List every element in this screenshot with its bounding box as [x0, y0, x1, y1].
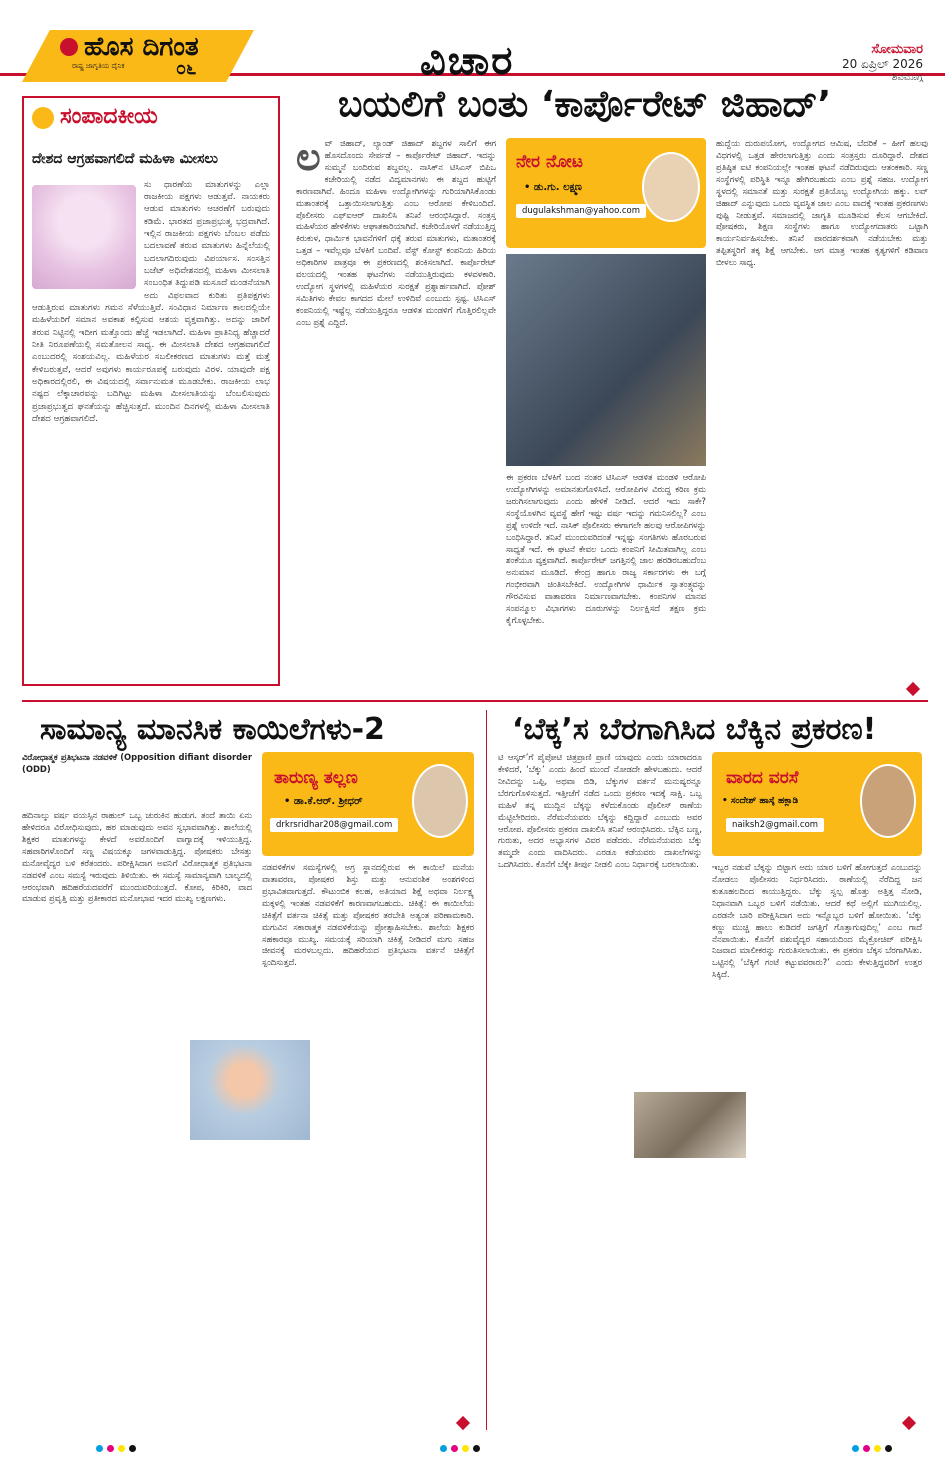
health-author-name: • ಡಾ.ಕೆ.ಆರ್. ಶ್ರೀಧರ್ — [284, 796, 363, 807]
main-article-col1-text: ವ್ ಜಿಹಾದ್, ಲ್ಯಾಂಡ್ ಜಿಹಾದ್ ಶಬ್ದಗಳ ಸಾಲಿಗೆ ಈಗ ಹೊಸದೊಂದು ಸೇರ್ಪಡೆ – ಕಾರ್ಪೊರೇಟ್ ಜಿಹಾದ್. ಇದನ್ನು ಸುಮ್ಮನೆ ಬಂದಿರುವ ಶಬ್ದವಲ್ಲ. ನಾಸಿಕ್‌ನ ಟಿಸಿಎಸ್ ಬಿಪಿಒ ಕಚೇರಿಯಲ್ಲಿ ನಡೆದ ವಿದ್ಯಮಾನಗಳು ಈ ಶಬ್ದದ ಹುಟ್ಟಿಗೆ ಕಾರಣವಾಗಿವೆ. ಹಿಂದೂ ಮಹಿಳಾ ಉದ್ಯೋಗಿಗಳನ್ನು ಗುರಿಯಾಗಿಸಿಕೊಂಡು ಮತಾಂತರಕ್ಕೆ ಒತ್ತಾಯಿಸಲಾಗುತ್ತಿತ್ತು ಎಂಬ ಆರೋಪ ಕೇಳಿಬಂದಿದೆ. ಪೊಲೀಸರು ಎಫ್‌ಐಆರ್ ದಾಖಲಿಸಿ ತನಿಖೆ ಆರಂಭಿಸಿದ್ದಾರೆ. ಸಂತ್ರಸ್ತ ಮಹಿಳೆಯರ ಹೇಳಿಕೆಗಳು ಆಘಾತಕಾರಿಯಾಗಿವೆ. ಕಚೇರಿಯೊಳಗೆ ನಡೆಯುತ್ತಿದ್ದ ಕಿರುಕುಳ, ಧಾರ್ಮಿಕ ಭಾವನೆಗಳಿಗೆ ಧಕ್ಕೆ ತರುವ ಮಾತುಗಳು, ಮತಾಂತರಕ್ಕೆ ಒತ್ತಡ – ಇವೆಲ್ಲವೂ ಬೆಳಕಿಗೆ ಬಂದಿವೆ. ವೆಸ್ಟ್ ಕೋಸ್ಟ್ ಕಂಪನಿಯ ಹಿರಿಯ ಅಧಿಕಾರಿಗಳ ಪಾತ್ರವೂ ಈ ಪ್ರಕರಣದಲ್ಲಿ ಶಂಕಿಸಲಾಗಿದೆ. ಕಾರ್ಪೊರೇಟ್ ವಲಯದಲ್ಲಿ ಇಂತಹ ಘಟನೆಗಳು ನಡೆಯುತ್ತಿರುವುದು ಕಳವಳಕಾರಿ. ಉದ್ಯೋಗ ಸ್ಥಳಗಳಲ್ಲಿ ಮಹಿಳೆಯರ ಸುರಕ್ಷತೆ ಪ್ರಶ್ನಾರ್ಹವಾಗಿದೆ. ಪೋಶ್ ಸಮಿತಿಗಳು ಕೇವಲ ಕಾಗದದ ಮೇಲೆ ಉಳಿದಿವೆ ಎಂಬುದು ಸ್ಪಷ್ಟ. ಟಿಸಿಎಸ್ ಕಂಪನಿಯಲ್ಲಿ ಇಷ್ಟೆಲ್ಲ ನಡೆಯುತ್ತಿದ್ದರೂ ಆಡಳಿತ ಮಂಡಳಿಗೆ ಗೊತ್ತಿರಲಿಲ್ಲವೇ ಎಂಬ ಪ್ರಶ್ನೆ ಎದ್ದಿದೆ. — [296, 138, 496, 327]
date-day: ಸೋಮವಾರ — [871, 42, 923, 57]
editorial-box — [22, 96, 280, 686]
health-author-photo — [412, 764, 468, 838]
arrest-photo — [506, 254, 706, 466]
column-name: ನೇರ ನೋಟ — [516, 152, 583, 172]
main-article-col2: ಈ ಪ್ರಕರಣ ಬೆಳಕಿಗೆ ಬಂದ ನಂತರ ಟಿಸಿಎಸ್ ಆಡಳಿತ ಮಂಡಳಿ ಆರೋಪಿ ಉದ್ಯೋಗಿಗಳನ್ನು ಅಮಾನತುಗೊಳಿಸಿದೆ. ಆರೋಪಿಗಳ ವಿರುದ್ಧ ಕಠಿಣ ಕ್ರಮ ಜರುಗಿಸಲಾಗುವುದು ಎಂದು ಹೇಳಿಕೆ ನೀಡಿದೆ. ಆದರೆ ಇದು ಸಾಕೇ? ಸಂಸ್ಥೆಯೊಳಗಿನ ವ್ಯವಸ್ಥೆ ಹೇಗೆ ಇಷ್ಟು ವರ್ಷ ಇದನ್ನು ಗಮನಿಸಲಿಲ್ಲ? ಎಂಬ ಪ್ರಶ್ನೆ ಉಳಿದೇ ಇದೆ. ನಾಸಿಕ್ ಪೊಲೀಸರು ಈಗಾಗಲೇ ಹಲವು ಆರೋಪಿಗಳನ್ನು ಬಂಧಿಸಿದ್ದಾರೆ. ತನಿಖೆ ಮುಂದುವರಿದಂತೆ ಇನ್ನಷ್ಟು ಸಂಗತಿಗಳು ಹೊರಬರುವ ಸಾಧ್ಯತೆ ಇದೆ. ಈ ಘಟನೆ ಕೇವಲ ಒಂದು ಕಂಪನಿಗೆ ಸೀಮಿತವಾಗಿಲ್ಲ ಎಂಬ ಶಂಕೆಯೂ ವ್ಯಕ್ತವಾಗಿದೆ. ಕಾರ್ಪೊರೇಟ್ ಜಗತ್ತಿನಲ್ಲಿ ಜಾಲ ಹರಡಿರಬಹುದೆಂಬ ಅನುಮಾನ ಮೂಡಿದೆ. ಕೇಂದ್ರ ಹಾಗೂ ರಾಜ್ಯ ಸರ್ಕಾರಗಳು ಈ ಬಗ್ಗೆ ಗಂಭೀರವಾಗಿ ಚಿಂತಿಸಬೇಕಿದೆ. ಉದ್ಯೋಗಿಗಳ ಧಾರ್ಮಿಕ ಸ್ವಾತಂತ್ರ್ಯವನ್ನು ಗೌರವಿಸುವ ವಾತಾವರಣ ನಿರ್ಮಾಣವಾಗಬೇಕು. ಕಂಪನಿಗಳ ಮಾನವ ಸಂಪನ್ಮೂಲ ವಿಭಾಗಗಳು ದೂರುಗಳನ್ನು ನಿರ್ಲಕ್ಷಿಸದೆ ತಕ್ಷಣ ಕ್ರಮ ಕೈಗೊಳ್ಳಬೇಕು. — [506, 472, 706, 626]
newspaper-tagline: ರಾಷ್ಟ್ರ ಜಾಗೃತಿಯ ದೈನಿಕ — [72, 62, 125, 70]
main-article-col1 — [296, 138, 496, 686]
author-name: • ಡು.ಗು. ಲಕ್ಷ್ಮಣ — [524, 182, 582, 193]
author-photo — [642, 152, 700, 222]
masthead — [0, 0, 945, 84]
health-column-name: ತಾರುಣ್ಯ ತಲ್ಲಣ — [274, 768, 358, 788]
woman-silhouette-image — [32, 185, 136, 289]
vertical-rule — [486, 710, 487, 1430]
edition-city: ಶಿವಮೊಗ್ಗ — [891, 72, 923, 83]
cat-author-email: naiksh2@gmail.com — [726, 818, 824, 832]
date-full: 20 ಏಪ್ರಿಲ್ 2026 — [841, 57, 923, 71]
dropcap: ಲ — [296, 138, 321, 179]
cat-col1a: ಟಿ ಆಸ್ಕರ್’ಗೆ ಪೈಪೋಟಿ ಚಿತ್ರಪ್ರಾಣಿ ಪ್ರಾಣಿ ಯಾವುದು ಎಂದು ಯಾರಾದರೂ ಕೇಳಿದರೆ, ‘ಬೆಕ್ಕು’ ಎಂದು ಹಿಂದೆ ಮುಂದೆ ನೋಡದೇ ಹೇಳಬಹುದು. ಆದರೆ ನೀವಿದನ್ನು ಒಪ್ಪಿ, ಅಥವಾ ಬಿಡಿ, ಬೆಕ್ಕುಗಳ ವರ್ತನೆ ಮನುಷ್ಯರನ್ನೂ ಬೆರಗುಗೊಳಿಸುತ್ತದೆ. ಇತ್ತೀಚೆಗೆ ನಡೆದ ಒಂದು ಪ್ರಕರಣ ಇದಕ್ಕೆ ಸಾಕ್ಷಿ. ಒಬ್ಬ ಮಹಿಳೆ ತನ್ನ ಮುದ್ದಿನ ಬೆಕ್ಕನ್ನು ಕಳೆದುಕೊಂಡು ಪೊಲೀಸ್ ಠಾಣೆಯ ಮೆಟ್ಟಿಲೇರಿದರು. ನೆರೆಮನೆಯವರು ಬೆಕ್ಕನ್ನು ಕದ್ದಿದ್ದಾರೆ ಎಂಬುದು ಅವರ ಆರೋಪ. ಪೊಲೀಸರು ಪ್ರಕರಣ ದಾಖಲಿಸಿ ತನಿಖೆ ಆರಂಭಿಸಿದರು. ಬೆಕ್ಕಿನ ಬಣ್ಣ, ಗುರುತು, ಅದರ ಅಭ್ಯಾಸಗಳ ವಿವರ ಪಡೆದರು. ನೆರೆಮನೆಯವರು ಬೆಕ್ಕು ತಮ್ಮದೇ ಎಂದು ವಾದಿಸಿದರು. ಎರಡೂ ಕಡೆಯವರು ದಾಖಲೆಗಳನ್ನು ಒದಗಿಸಿದರು. ಕೊನೆಗೆ ಬೆಕ್ಕೇ ತೀರ್ಪು ನೀಡಲಿ ಎಂಬ ನಿರ್ಧಾರಕ್ಕೆ ಬರಲಾಯಿತು. — [498, 752, 702, 870]
section-title: ವಿಚಾರ — [420, 38, 515, 84]
editorial-label-text: ಸಂಪಾದಕೀಯ — [60, 104, 158, 129]
main-article-col3: ಹುದ್ದೆಯ ದುರುಪಯೋಗ, ಉದ್ಯೋಗದ ಆಮಿಷ, ಬೆದರಿಕೆ – ಹೀಗೆ ಹಲವು ವಿಧಗಳಲ್ಲಿ ಒತ್ತಡ ಹೇರಲಾಗುತ್ತಿತ್ತು ಎಂದು ಸಂತ್ರಸ್ತರು ದೂರಿದ್ದಾರೆ. ದೇಶದ ಪ್ರತಿಷ್ಠಿತ ಐಟಿ ಕಂಪನಿಯಲ್ಲೇ ಇಂತಹ ಘಟನೆ ನಡೆದಿರುವುದು ಆತಂಕಕಾರಿ. ಸಣ್ಣ ಸಂಸ್ಥೆಗಳಲ್ಲಿ ಪರಿಸ್ಥಿತಿ ಇನ್ನೂ ಹೇಗಿರಬಹುದು ಎಂಬ ಪ್ರಶ್ನೆ ಸಹಜ. ಉದ್ಯೋಗ ಸ್ಥಳದಲ್ಲಿ ಸಮಾನತೆ ಮತ್ತು ಸುರಕ್ಷತೆ ಪ್ರತಿಯೊಬ್ಬ ಉದ್ಯೋಗಿಯ ಹಕ್ಕು. ಲವ್ ಜಿಹಾದ್ ಎನ್ನುವುದು ಒಂದು ವ್ಯವಸ್ಥಿತ ಜಾಲ ಎಂಬ ವಾದಕ್ಕೆ ಇಂತಹ ಪ್ರಕರಣಗಳು ಪುಷ್ಟಿ ನೀಡುತ್ತವೆ. ಸಮಾಜದಲ್ಲಿ ಜಾಗೃತಿ ಮೂಡಿಸುವ ಕೆಲಸ ಆಗಬೇಕಿದೆ. ಪೋಷಕರು, ಶಿಕ್ಷಣ ಸಂಸ್ಥೆಗಳು ಹಾಗೂ ಉದ್ಯೋಗದಾತರು ಒಟ್ಟಾಗಿ ಕಾರ್ಯನಿರ್ವಹಿಸಬೇಕು. ತನಿಖೆ ಪಾರದರ್ಶಕವಾಗಿ ನಡೆಯಬೇಕು ಮತ್ತು ತಪ್ಪಿತಸ್ಥರಿಗೆ ತಕ್ಕ ಶಿಕ್ಷೆ ಆಗಬೇಕು. ಆಗ ಮಾತ್ರ ಇಂತಹ ಕೃತ್ಯಗಳಿಗೆ ಕಡಿವಾಣ ಬೀಳಲು ಸಾಧ್ಯ. — [716, 138, 928, 268]
author-email: dugulakshman@yahoo.com — [516, 204, 646, 218]
page-number: ೦೬ — [176, 58, 197, 79]
cat-author-name: • ಸಂದೇಶ್ ಹಾಸ್ಕೆ ಹಕ್ಲಾಡಿ — [722, 796, 799, 806]
health-col1: ಹದಿನಾಲ್ಕು ವರ್ಷ ವಯಸ್ಸಿನ ರಾಹುಲ್ ಒಬ್ಬ ಚುರುಕಿನ ಹುಡುಗ. ತಂದೆ ತಾಯಿ ಏನು ಹೇಳಿದರೂ ವಿರೋಧಿಸುವುದು, ಹಠ ಮಾಡುವುದು ಅವನ ಸ್ವಭಾವವಾಗಿತ್ತು. ಶಾಲೆಯಲ್ಲಿ ಶಿಕ್ಷಕರ ಮಾತುಗಳನ್ನು ಕೇಳದೆ ಅವರೊಂದಿಗೆ ವಾಗ್ವಾದಕ್ಕೆ ಇಳಿಯುತ್ತಿದ್ದ. ಸಹಪಾಠಿಗಳೊಂದಿಗೆ ಸಣ್ಣ ವಿಷಯಕ್ಕೂ ಜಗಳವಾಡುತ್ತಿದ್ದ. ಪೋಷಕರು ಬೇಸತ್ತು ಮನೋವೈದ್ಯರ ಬಳಿ ಕರೆತಂದರು. ಪರೀಕ್ಷಿಸಿದಾಗ ಅವನಿಗೆ ವಿರೋಧಾತ್ಮಕ ಪ್ರತಿಭಟನಾ ನಡವಳಿಕೆ ಎಂಬ ಸಮಸ್ಯೆ ಇರುವುದು ತಿಳಿಯಿತು. ಈ ಸಮಸ್ಯೆ ಸಾಮಾನ್ಯವಾಗಿ ಬಾಲ್ಯದಲ್ಲಿ ಆರಂಭವಾಗಿ ಹದಿಹರೆಯದವರೆಗೆ ಮುಂದುವರಿಯುತ್ತದೆ. ಕೋಪ, ಕಿರಿಕಿರಿ, ವಾದ ಮಾಡುವ ಪ್ರವೃತ್ತಿ ಮತ್ತು ಪ್ರತೀಕಾರದ ಮನೋಭಾವ ಇದರ ಮುಖ್ಯ ಲಕ್ಷಣಗಳು. — [22, 810, 252, 904]
cat-col2: ಇಬ್ಬರ ನಡುವೆ ಬೆಕ್ಕನ್ನು ಬಿಟ್ಟಾಗ ಅದು ಯಾರ ಬಳಿಗೆ ಹೋಗುತ್ತದೆ ಎಂಬುದನ್ನು ನೋಡಲು ಪೊಲೀಸರು ನಿರ್ಧರಿಸಿದರು. ಠಾಣೆಯಲ್ಲಿ ನೆರೆದಿದ್ದ ಜನ ಕುತೂಹಲದಿಂದ ಕಾಯುತ್ತಿದ್ದರು. ಬೆಕ್ಕು ಸ್ವಲ್ಪ ಹೊತ್ತು ಅತ್ತಿತ್ತ ನೋಡಿ, ನಿಧಾನವಾಗಿ ಒಬ್ಬರ ಬಳಿಗೆ ನಡೆಯಿತು. ಆದರೆ ಕಥೆ ಅಲ್ಲಿಗೆ ಮುಗಿಯಲಿಲ್ಲ. ಎರಡನೇ ಬಾರಿ ಪರೀಕ್ಷಿಸಿದಾಗ ಅದು ಇನ್ನೊಬ್ಬರ ಬಳಿಗೆ ಹೋಯಿತು. ‘ಬೆಕ್ಕು ಕಣ್ಣು ಮುಚ್ಚಿ ಹಾಲು ಕುಡಿದರೆ ಜಗತ್ತಿಗೆ ಗೊತ್ತಾಗುವುದಿಲ್ಲ’ ಎಂಬ ಗಾದೆ ನೆನಪಾಯಿತು. ಕೊನೆಗೆ ಪಶುವೈದ್ಯರ ಸಹಾಯದಿಂದ ಮೈಕ್ರೋಚಿಪ್ ಪರೀಕ್ಷಿಸಿ ನಿಜವಾದ ಮಾಲೀಕರನ್ನು ಗುರುತಿಸಲಾಯಿತು. ಈ ಪ್ರಕರಣ ಬೆಕ್ಕಸ ಬೆರಗಾಗಿಸಿತು. ಒಟ್ಟಿನಲ್ಲಿ ‘ಬೆಕ್ಕಿಗೆ ಗಂಟೆ ಕಟ್ಟುವವರಾರು?’ ಎಂದು ಕೇಳುತ್ತಿದ್ದವರಿಗೆ ಉತ್ತರ ಸಿಕ್ಕಿದೆ. — [712, 862, 922, 980]
editorial-title: ದೇಶದ ಆಗ್ರಹವಾಗಲಿದೆ ಮಹಿಳಾ ಮೀಸಲು — [32, 151, 218, 167]
editorial-logo-icon — [32, 107, 54, 129]
health-headline: ಸಾಮಾನ್ಯ ಮಾನಸಿಕ ಕಾಯಿಲೆಗಳು-2 — [40, 712, 385, 747]
editorial-body-wrap — [32, 179, 270, 426]
horizontal-rule — [22, 700, 928, 702]
editorial-body: ಸು ಧಾರಣೆಯ ಮಾತುಗಳನ್ನು ಎಲ್ಲಾ ರಾಜಕೀಯ ಪಕ್ಷಗಳು ಆಡುತ್ತವೆ. ನಾಯಕರು ಆಡುವ ಮಾತುಗಳು ಆಚರಣೆಗೆ ಬರುವುದು ಕಡಿಮೆ. ಭಾರತದ ಪ್ರಜಾಪ್ರಭುತ್ವ ಭದ್ರವಾಗಿದೆ. ಇಲ್ಲಿನ ರಾಜಕೀಯ ಪಕ್ಷಗಳು ಬೆಂಬಲ ಪಡೆದು ಬದಲಾವಣೆ ತರುವ ಮಾತುಗಳು ಹಿನ್ನೆಲೆಯಲ್ಲಿ ಬದಲಾಗದಿರುವುದು ವಿಪರ್ಯಾಸ. ಸಂಸತ್ತಿನ ಬಜೆಟ್ ಅಧಿವೇಶನದಲ್ಲಿ ಮಹಿಳಾ ಮೀಸಲಾತಿ ಸಂಬಂಧಿತ ತಿದ್ದುಪಡಿ ಮಸೂದೆ ಮಂಡನೆಯಾಗಿ ಅದು ವಿಫಲವಾದ ಕುರಿತು ಪ್ರತಿಪಕ್ಷಗಳು ಆಡುತ್ತಿರುವ ಮಾತುಗಳು ಗಮನ ಸೆಳೆಯುತ್ತಿವೆ. ಸಂವಿಧಾನ ನಿರ್ಮಾಣ ಕಾಲದಲ್ಲಿಯೇ ಮಹಿಳೆಯರಿಗೆ ಸಮಾನ ಅವಕಾಶ ಕಲ್ಪಿಸುವ ಆಶಯ ವ್ಯಕ್ತವಾಗಿತ್ತು. ಅದನ್ನು ಜಾರಿಗೆ ತರುವ ನಿಟ್ಟಿನಲ್ಲಿ ಇದೀಗ ಮತ್ತೊಂದು ಹೆಜ್ಜೆ ಇಡಲಾಗಿದೆ. ಮಹಿಳಾ ಪ್ರಾತಿನಿಧ್ಯ ಹೆಚ್ಚಾದರೆ ನೀತಿ ನಿರೂಪಣೆಯಲ್ಲಿ ಸಮತೋಲನ ಸಾಧ್ಯ. ಈ ಮೀಸಲಾತಿ ದೇಶದ ಆಗ್ರಹವಾಗಲಿದೆ ಎಂಬುದರಲ್ಲಿ ಸಂಶಯವಿಲ್ಲ. ಮಹಿಳೆಯರ ಸಬಲೀಕರಣದ ಮಾತುಗಳು ಮತ್ತೆ ಮತ್ತೆ ಕೇಳಿಬರುತ್ತವೆ, ಆದರೆ ಅವುಗಳು ಕಾರ್ಯರೂಪಕ್ಕೆ ಬರುವುದು ವಿರಳ. ಯಾವುದೇ ಪಕ್ಷ ಅಧಿಕಾರದಲ್ಲಿರಲಿ, ಈ ವಿಷಯದಲ್ಲಿ ಸರ್ವಾನುಮತ ಮೂಡಬೇಕು. ರಾಜಕೀಯ ಲಾಭ ನಷ್ಟದ ಲೆಕ್ಕಾಚಾರವನ್ನು ಬದಿಗಿಟ್ಟು ಮಹಿಳಾ ಮೀಸಲಾತಿಯನ್ನು ಬೆಂಬಲಿಸುವುದು ಪ್ರಜಾಪ್ರಭುತ್ವದ ಘನತೆಯನ್ನು ಹೆಚ್ಚಿಸುತ್ತದೆ. ಮುಂದಿನ ದಿನಗಳಲ್ಲಿ ಮಹಿಳಾ ಮೀಸಲಾತಿ ದೇಶದ ಆಗ್ರಹವಾಗಲಿದೆ. — [32, 179, 270, 425]
newspaper-name: ಹೊಸ ದಿಗಂತ — [84, 32, 199, 62]
cat-column-name: ವಾರದ ವರಸೆ — [726, 768, 799, 788]
lotus-logo-icon — [60, 38, 78, 56]
cat-headline: ‘ಬೆಕ್ಕ’ಸ ಬೆರಗಾಗಿಸಿದ ಬೆಕ್ಕಿನ ಪ್ರಕರಣ! — [512, 712, 877, 747]
health-subhead: ವಿರೋಧಾತ್ಮಕ ಪ್ರತಿಭಟನಾ ನಡವಳಿಕೆ (Opposition difiant disorder (ODD) — [22, 752, 252, 774]
health-col2: ನಡವಳಿಕೆಗಳ ಸಮಸ್ಯೆಗಳಲ್ಲಿ ಅಗ್ರ ಸ್ಥಾನದಲ್ಲಿರುವ ಈ ಕಾಯಿಲೆ ಮನೆಯ ವಾತಾವರಣ, ಪೋಷಕರ ಶಿಸ್ತು ಮತ್ತು ಆನುವಂಶಿಕ ಅಂಶಗಳಿಂದ ಪ್ರಭಾವಿತವಾಗುತ್ತದೆ. ಕೌಟುಂಬಿಕ ಕಲಹ, ಅತಿಯಾದ ಶಿಕ್ಷೆ ಅಥವಾ ನಿರ್ಲಕ್ಷ್ಯ ಮಕ್ಕಳಲ್ಲಿ ಇಂತಹ ನಡವಳಿಕೆಗೆ ಕಾರಣವಾಗಬಹುದು. ಚಿಕಿತ್ಸೆ: ಈ ಕಾಯಿಲೆಯ ಚಿಕಿತ್ಸೆಗೆ ವರ್ತನಾ ಚಿಕಿತ್ಸೆ ಮತ್ತು ಪೋಷಕರ ತರಬೇತಿ ಅತ್ಯಂತ ಪರಿಣಾಮಕಾರಿ. ಮಗುವಿನ ಸಕಾರಾತ್ಮಕ ನಡವಳಿಕೆಯನ್ನು ಪ್ರೋತ್ಸಾಹಿಸಬೇಕು. ಶಾಲೆಯ ಶಿಕ್ಷಕರ ಸಹಕಾರವೂ ಮುಖ್ಯ. ಸಮಯಕ್ಕೆ ಸರಿಯಾಗಿ ಚಿಕಿತ್ಸೆ ನೀಡಿದರೆ ಮಗು ಸಹಜ ಜೀವನಕ್ಕೆ ಮರಳಬಲ್ಲದು. ಹದಿಹರೆಯದ ಪ್ರತಿಭಟನಾ ವರ್ತನೆ ಚಿಕಿತ್ಸೆಗೆ ಸ್ಪಂದಿಸುತ್ತದೆ. — [262, 862, 474, 968]
editorial-label — [32, 104, 270, 129]
cat-author-photo — [860, 764, 916, 838]
column-card-varada-varase — [712, 752, 922, 856]
registration-marks-left — [96, 1445, 136, 1452]
registration-marks-center — [440, 1445, 480, 1452]
main-headline: ಬಯಲಿಗೆ ಬಂತು ‘ಕಾರ್ಪೊರೇಟ್ ಜಿಹಾದ್’ — [338, 84, 832, 125]
main-article — [296, 138, 928, 698]
dateline — [842, 42, 923, 83]
registration-marks-right — [852, 1445, 892, 1452]
column-card-tarunya-tallana — [262, 752, 474, 856]
column-card-nera-nota — [506, 138, 706, 248]
health-author-email: drkrsridhar208@gmail.com — [270, 818, 398, 832]
